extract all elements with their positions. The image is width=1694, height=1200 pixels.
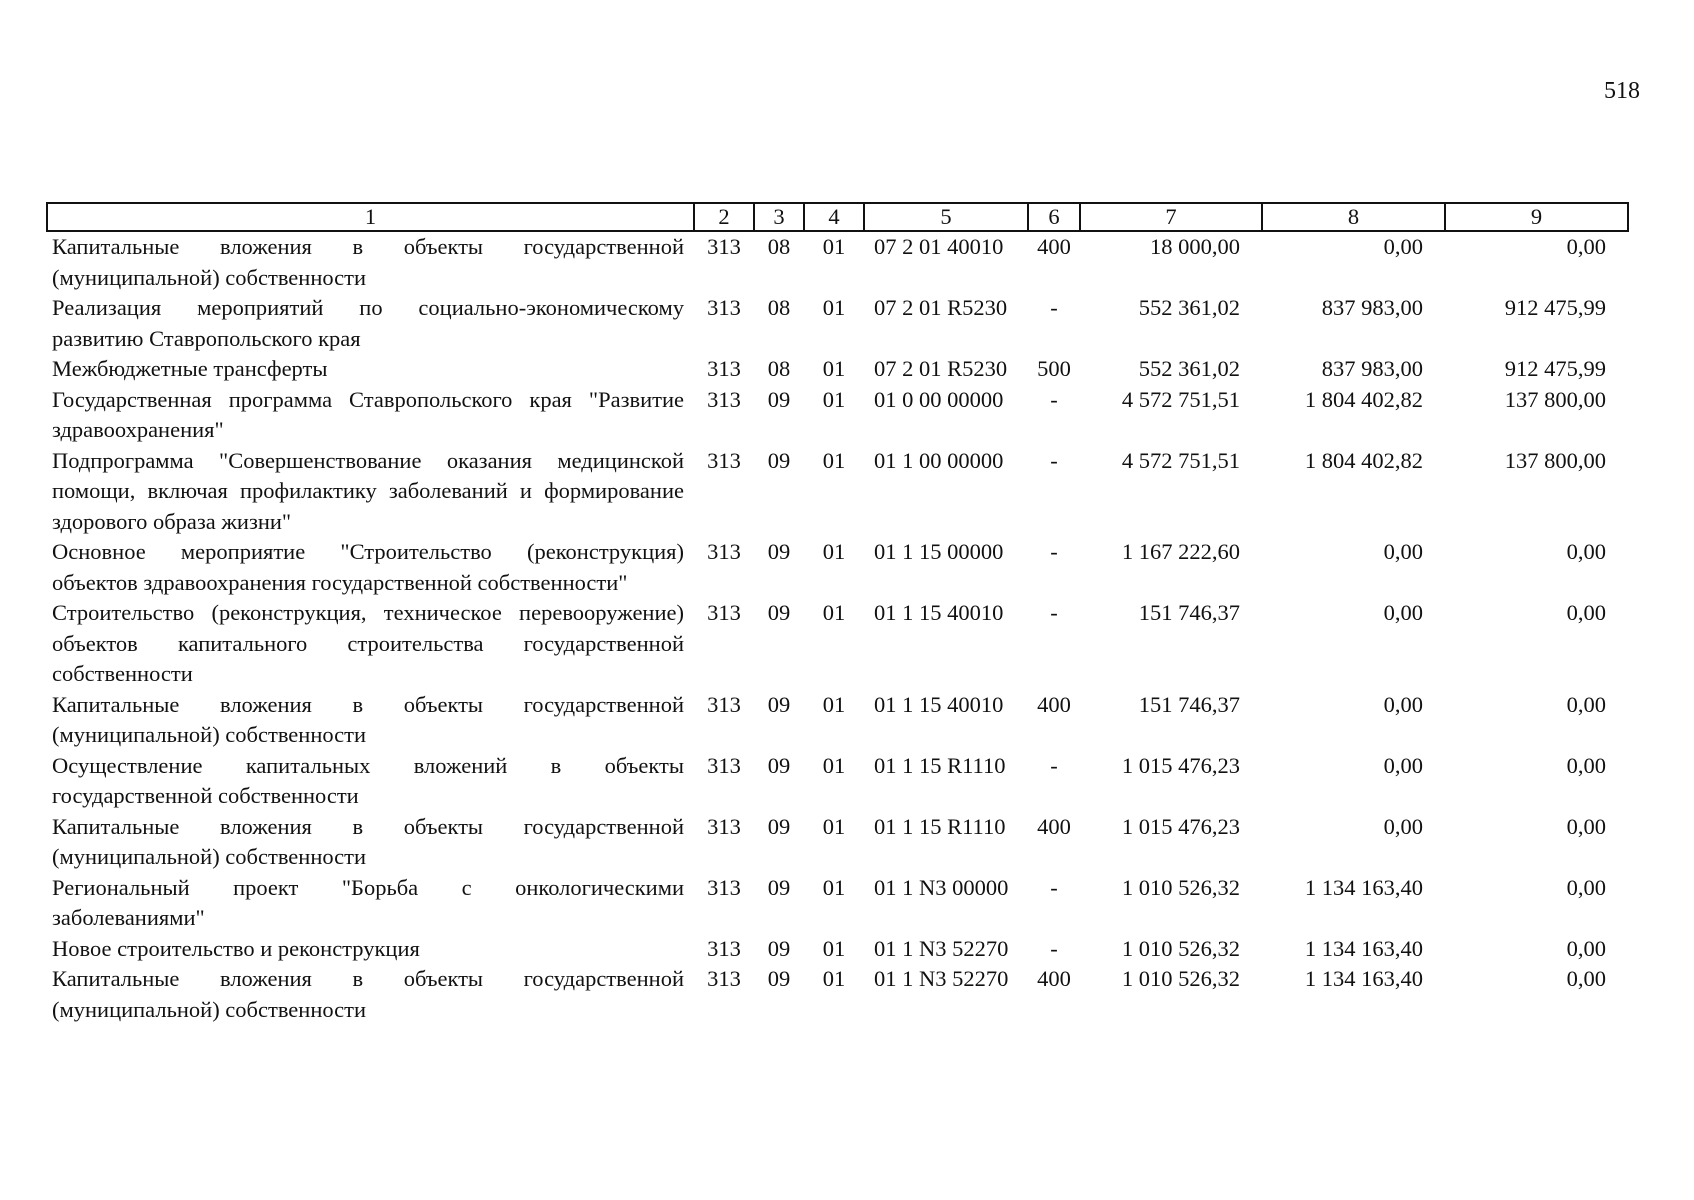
row-ministry-code: 313: [707, 874, 741, 900]
row-name: Строительство (реконструкция, техническое перевооружение) объектов капитального строительства государственной собственности: [52, 600, 684, 686]
row-section-code: 09: [767, 935, 791, 961]
page-number: 518: [1604, 78, 1640, 104]
row-section-code: 08: [767, 234, 791, 259]
row-amount-col8: 0,00: [1383, 234, 1423, 259]
table-row: [47, 537, 1628, 598]
row-target-article: 01 1 N3 00000: [874, 874, 1009, 900]
row-amount-col8: 0,00: [1383, 539, 1423, 564]
row-amount-col8: 1 134 163,40: [1304, 966, 1423, 991]
row-amount-col7: 151 746,37: [1138, 691, 1240, 717]
row-section-code: 09: [767, 539, 791, 564]
header-row: [47, 203, 1628, 231]
row-target-article: 01 1 N3 52270: [874, 966, 1009, 991]
row-amount-col7: 552 361,02: [1138, 295, 1240, 320]
row-expense-type: -: [1050, 386, 1058, 412]
row-section-code: 08: [767, 295, 791, 320]
row-ministry-code: 313: [707, 386, 741, 412]
column-header: 7: [1080, 203, 1262, 231]
row-subsection-code: 01: [822, 691, 846, 717]
table-row: [47, 385, 1628, 446]
row-name: Осуществление капитальных вложений в объекты государственной собственности: [52, 752, 684, 808]
table-row: [47, 598, 1628, 690]
row-amount-col9: 0,00: [1566, 874, 1606, 900]
row-expense-type: 400: [1037, 234, 1071, 259]
row-target-article: 01 1 N3 52270: [874, 935, 1009, 961]
table-row: [47, 446, 1628, 538]
row-expense-type: 500: [1037, 356, 1071, 381]
row-ministry-code: 313: [707, 813, 741, 839]
column-header: 4: [804, 203, 864, 231]
row-amount-col8: 0,00: [1383, 752, 1423, 778]
table-body: [47, 231, 1628, 1025]
row-amount-col8: 0,00: [1383, 691, 1423, 717]
row-amount-col9: 0,00: [1566, 966, 1606, 991]
table-header: [47, 203, 1628, 231]
row-name: Региональный проект "Борьба с онкологическими заболеваниями": [52, 874, 684, 930]
row-amount-col7: 1 167 222,60: [1121, 539, 1240, 564]
row-subsection-code: 01: [822, 935, 846, 961]
row-amount-col8: 1 134 163,40: [1304, 935, 1423, 961]
row-expense-type: 400: [1037, 966, 1071, 991]
row-target-article: 07 2 01 40010: [874, 234, 1004, 259]
row-amount-col9: 0,00: [1566, 752, 1606, 778]
row-amount-col8: 1 134 163,40: [1304, 874, 1423, 900]
row-subsection-code: 01: [822, 356, 846, 381]
row-section-code: 09: [767, 752, 791, 778]
table-row: [47, 354, 1628, 385]
row-target-article: 01 1 15 R1110: [874, 813, 1006, 839]
row-amount-col9: 137 800,00: [1504, 447, 1606, 473]
table-row: [47, 812, 1628, 873]
column-header: 8: [1262, 203, 1445, 231]
row-target-article: 07 2 01 R5230: [874, 295, 1008, 320]
row-name: Новое строительство и реконструкция: [52, 935, 420, 961]
budget-table: [46, 202, 1629, 1025]
column-header: 3: [754, 203, 804, 231]
row-ministry-code: 313: [707, 752, 741, 778]
row-target-article: 01 1 15 00000: [874, 539, 1004, 564]
row-target-article: 01 0 00 00000: [874, 386, 1004, 412]
row-amount-col7: 552 361,02: [1138, 356, 1240, 381]
row-amount-col8: 837 983,00: [1321, 356, 1423, 381]
row-ministry-code: 313: [707, 447, 741, 473]
row-amount-col9: 0,00: [1566, 935, 1606, 961]
row-subsection-code: 01: [822, 752, 846, 778]
row-amount-col8: 837 983,00: [1321, 295, 1423, 320]
row-subsection-code: 01: [822, 813, 846, 839]
row-section-code: 09: [767, 874, 791, 900]
table-row: [47, 873, 1628, 934]
row-amount-col7: 1 015 476,23: [1121, 813, 1240, 839]
row-name: Реализация мероприятий по социально-экономическому развитию Ставропольского края: [52, 295, 684, 351]
column-header: 6: [1028, 203, 1080, 231]
row-target-article: 01 1 15 40010: [874, 600, 1004, 625]
table-row: [47, 690, 1628, 751]
row-subsection-code: 01: [822, 234, 846, 259]
row-ministry-code: 313: [707, 935, 741, 961]
table-row: [47, 964, 1628, 1025]
row-target-article: 01 1 15 40010: [874, 691, 1004, 717]
row-target-article: 01 1 00 00000: [874, 447, 1004, 473]
row-amount-col7: 1 015 476,23: [1121, 752, 1240, 778]
row-section-code: 09: [767, 600, 791, 625]
row-ministry-code: 313: [707, 295, 741, 320]
table-row: [47, 293, 1628, 354]
row-expense-type: 400: [1037, 813, 1071, 839]
column-header: 2: [694, 203, 754, 231]
row-amount-col9: 0,00: [1566, 234, 1606, 259]
row-name: Подпрограмма "Совершенствование оказания медицинской помощи, включая профилактику заболеваний и формирование здорового образа жизни": [52, 447, 684, 534]
row-subsection-code: 01: [822, 386, 846, 412]
row-ministry-code: 313: [707, 966, 741, 991]
row-section-code: 09: [767, 447, 791, 473]
row-amount-col7: 4 572 751,51: [1121, 447, 1240, 473]
row-ministry-code: 313: [707, 539, 741, 564]
row-ministry-code: 313: [707, 356, 741, 381]
row-amount-col9: 912 475,99: [1504, 356, 1606, 381]
row-amount-col8: 0,00: [1383, 600, 1423, 625]
row-amount-col8: 1 804 402,82: [1304, 386, 1423, 412]
row-amount-col8: 0,00: [1383, 813, 1423, 839]
column-header: 1: [47, 203, 694, 231]
row-section-code: 08: [767, 356, 791, 381]
row-name: Капитальные вложения в объекты государственной (муниципальной) собственности: [52, 691, 684, 747]
row-expense-type: -: [1050, 935, 1058, 961]
row-target-article: 07 2 01 R5230: [874, 356, 1008, 381]
row-ministry-code: 313: [707, 691, 741, 717]
row-amount-col7: 1 010 526,32: [1121, 935, 1240, 961]
column-header: 9: [1445, 203, 1628, 231]
row-expense-type: -: [1050, 874, 1058, 900]
row-expense-type: -: [1050, 539, 1058, 564]
row-subsection-code: 01: [822, 874, 846, 900]
row-subsection-code: 01: [822, 539, 846, 564]
row-name: Капитальные вложения в объекты государственной (муниципальной) собственности: [52, 234, 684, 290]
row-amount-col9: 0,00: [1566, 691, 1606, 717]
row-subsection-code: 01: [822, 295, 846, 320]
row-amount-col9: 0,00: [1566, 813, 1606, 839]
row-amount-col8: 1 804 402,82: [1304, 447, 1423, 473]
row-expense-type: -: [1050, 447, 1058, 473]
row-expense-type: -: [1050, 600, 1058, 625]
row-name: Капитальные вложения в объекты государственной (муниципальной) собственности: [52, 966, 684, 1022]
row-amount-col9: 137 800,00: [1504, 386, 1606, 412]
row-section-code: 09: [767, 813, 791, 839]
row-name: Основное мероприятие "Строительство (реконструкция) объектов здравоохранения государственной собственности": [52, 539, 684, 595]
row-expense-type: 400: [1037, 691, 1071, 717]
row-expense-type: -: [1050, 295, 1058, 320]
row-amount-col7: 1 010 526,32: [1121, 966, 1240, 991]
row-target-article: 01 1 15 R1110: [874, 752, 1006, 778]
table-row: [47, 231, 1628, 293]
row-section-code: 09: [767, 691, 791, 717]
row-ministry-code: 313: [707, 234, 741, 259]
row-amount-col7: 18 000,00: [1150, 234, 1240, 259]
row-amount-col7: 1 010 526,32: [1121, 874, 1240, 900]
row-amount-col9: 912 475,99: [1504, 295, 1606, 320]
row-name: Капитальные вложения в объекты государственной (муниципальной) собственности: [52, 813, 684, 869]
table-row: [47, 751, 1628, 812]
row-section-code: 09: [767, 966, 791, 991]
row-name: Государственная программа Ставропольского края "Развитие здравоохранения": [52, 386, 684, 442]
row-amount-col7: 151 746,37: [1138, 600, 1240, 625]
row-expense-type: -: [1050, 752, 1058, 778]
row-amount-col9: 0,00: [1566, 539, 1606, 564]
row-amount-col9: 0,00: [1566, 600, 1606, 625]
column-header: 5: [864, 203, 1028, 231]
table-row: [47, 934, 1628, 965]
row-subsection-code: 01: [822, 447, 846, 473]
row-section-code: 09: [767, 386, 791, 412]
row-ministry-code: 313: [707, 600, 741, 625]
row-subsection-code: 01: [822, 600, 846, 625]
row-subsection-code: 01: [822, 966, 846, 991]
row-name: Межбюджетные трансферты: [52, 356, 328, 381]
row-amount-col7: 4 572 751,51: [1121, 386, 1240, 412]
